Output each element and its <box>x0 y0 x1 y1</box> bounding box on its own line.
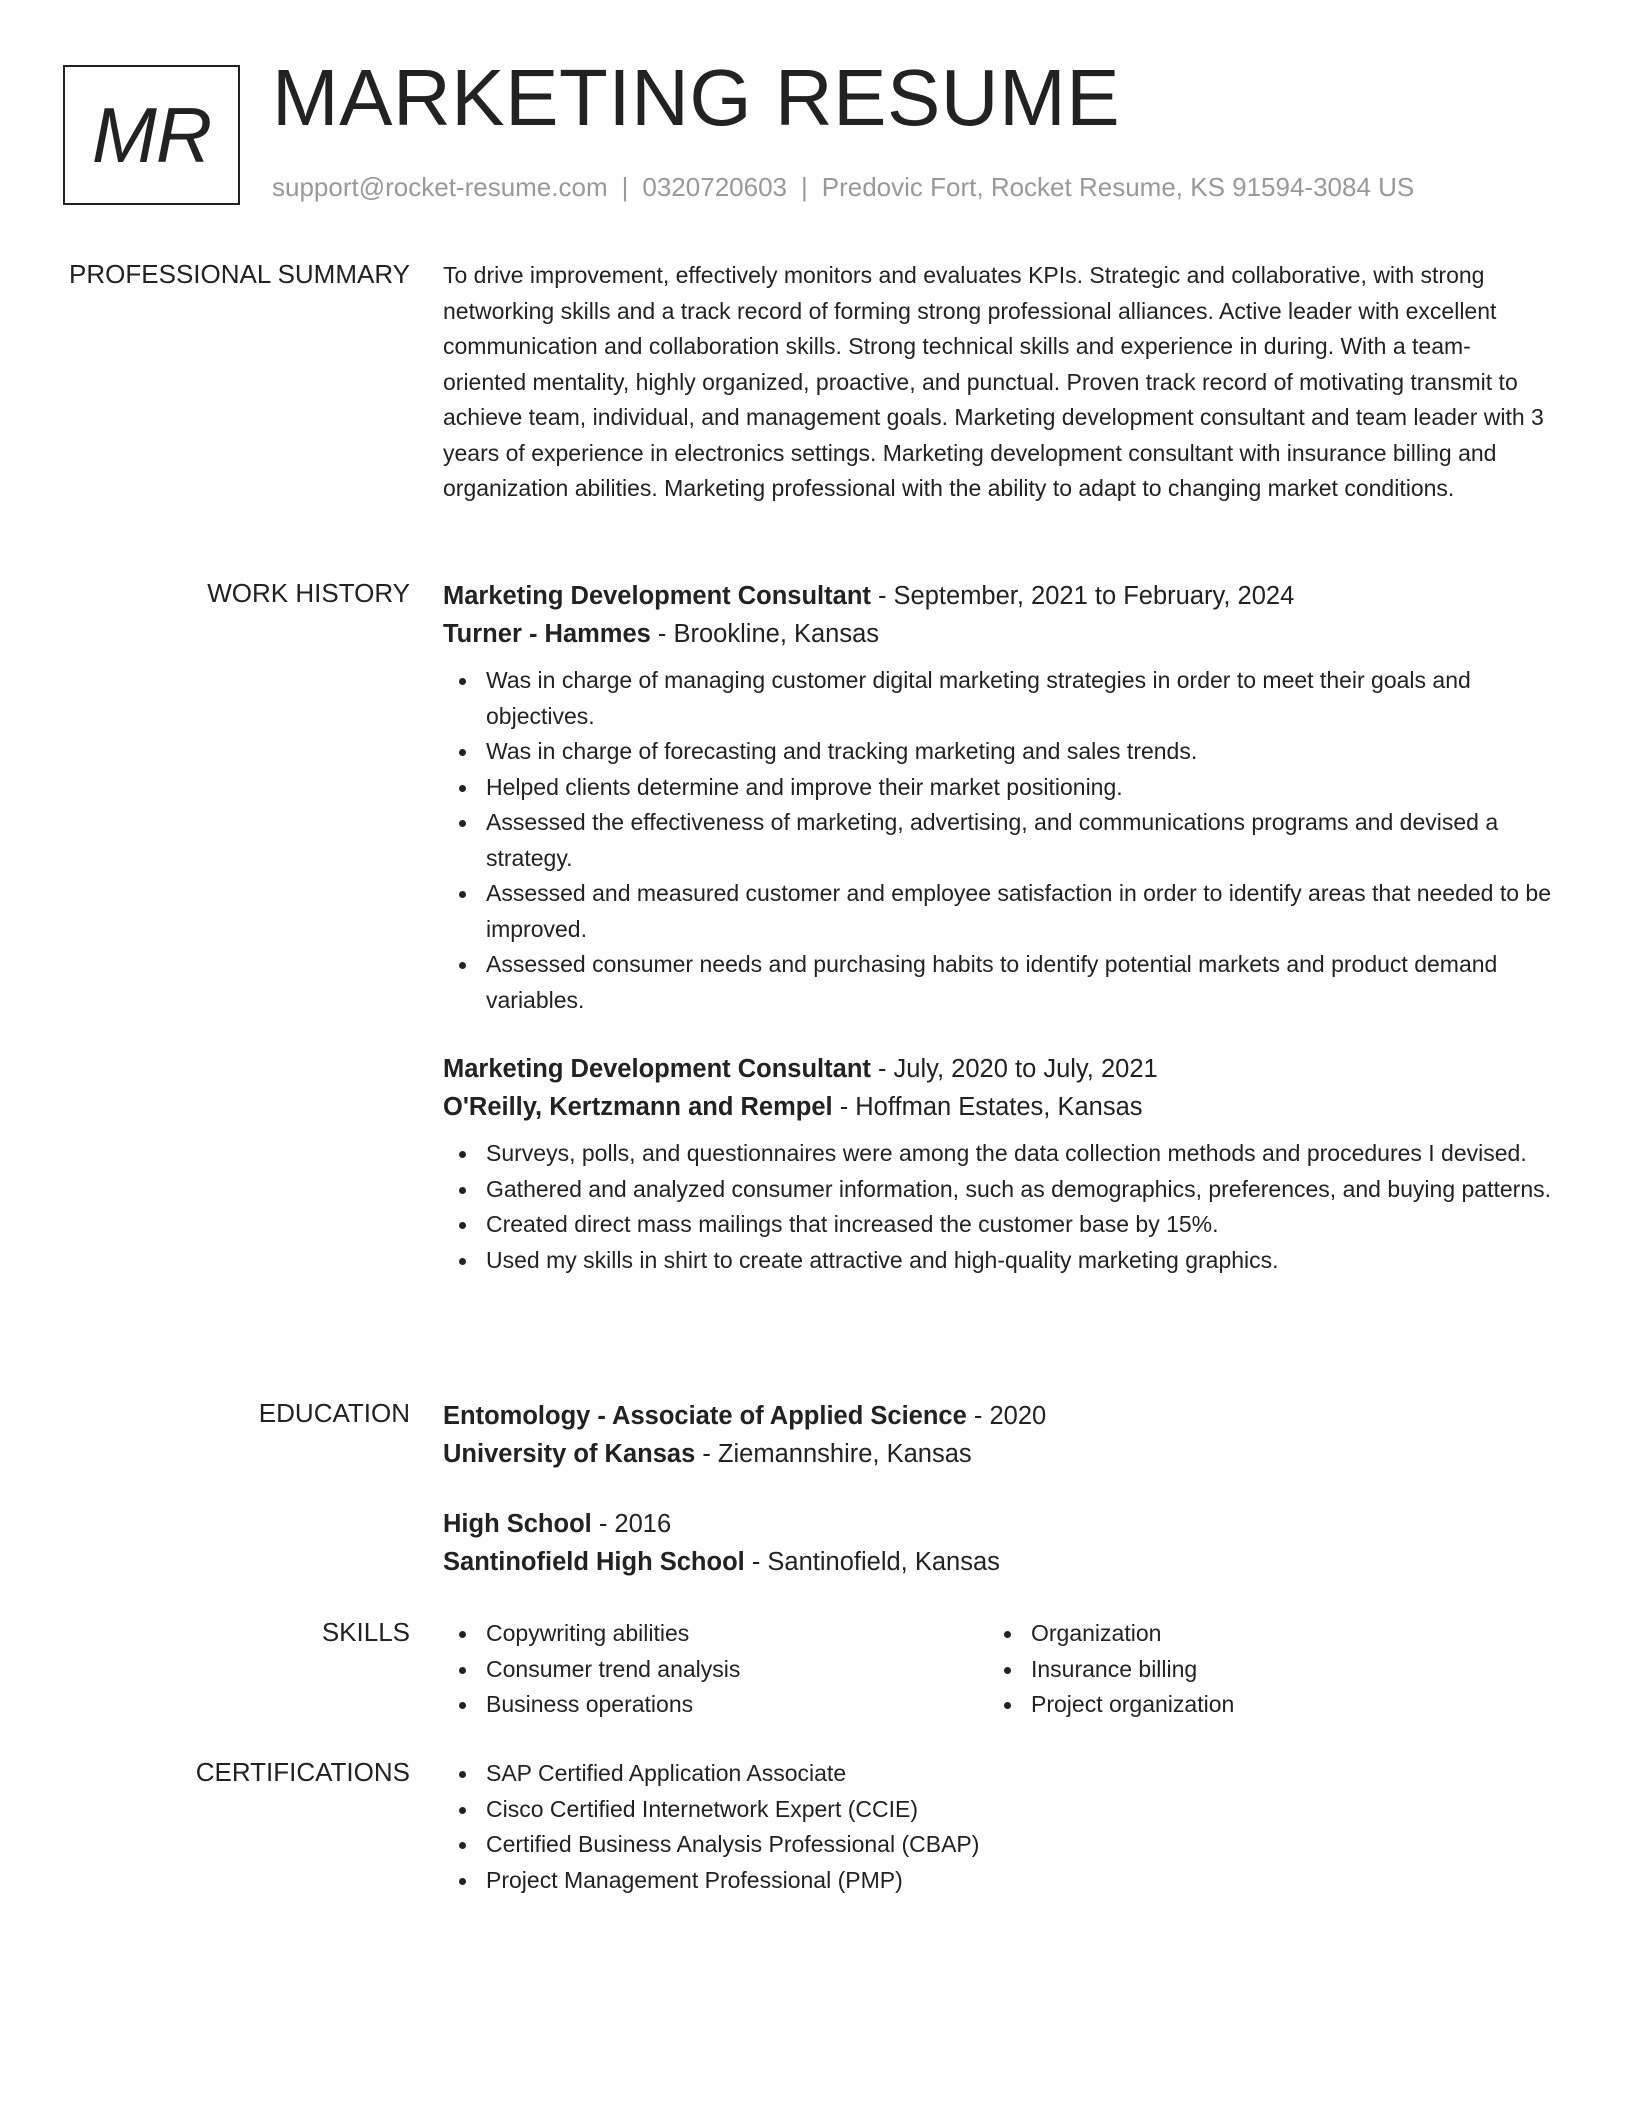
summary-text: To drive improvement, effectively monitors and evaluates KPIs. Strategic and collaborative, with strong networking skills and a track record of forming strong professional alliances. Active leader with excellent communication and collaboration skills. Strong technical skills and experience in during. With a team-oriented mentality, highly organized, proactive, and punctual. Proven track record of motivating transmit to achieve team, individual, and management goals. Marketing development consultant and team leader with 3 years of experience in electronics settings. Marketing development consultant with insurance billing and organization abilities. Marketing professional with the ability to adapt to changing market conditions. <box>443 262 1544 501</box>
education-entry <box>443 1397 1553 1473</box>
skills-title: SKILLS <box>321 1617 410 1647</box>
education-degree: Entomology - Associate of Applied Science <box>443 1402 967 1430</box>
certification-item: Cisco Certified Internetwork Expert (CCIE) <box>486 1792 1553 1828</box>
education-year: - 2020 <box>966 1402 1047 1430</box>
job-bullets <box>443 1136 1553 1278</box>
contact-email[interactable]: support@rocket-resume.com <box>272 172 608 202</box>
education-location: - Ziemannshire, Kansas <box>695 1440 972 1468</box>
job-dates: - September, 2021 to February, 2024 <box>870 582 1295 610</box>
education-entry <box>443 1505 1553 1581</box>
contact-address: Predovic Fort, Rocket Resume, KS 91594-3084 US <box>821 172 1415 202</box>
job-bullets <box>443 663 1553 1018</box>
skill-item: Consumer trend analysis <box>486 1652 988 1688</box>
certifications-list <box>443 1756 1553 1898</box>
certifications-title: CERTIFICATIONS <box>195 1757 410 1787</box>
education-degree-line <box>443 1397 1553 1435</box>
skill-item: Copywriting abilities <box>486 1616 988 1652</box>
certification-item: Certified Business Analysis Professional (CBAP) <box>486 1827 1553 1863</box>
job-role-line <box>443 577 1553 615</box>
education-location: - Santinofield, Kansas <box>744 1548 1000 1576</box>
contact-separator: | <box>621 172 629 202</box>
contact-line <box>272 172 1414 203</box>
job-company-line <box>443 615 1553 653</box>
job-company-line <box>443 1088 1553 1126</box>
certification-item: Project Management Professional (PMP) <box>486 1863 1553 1899</box>
job-role: Marketing Development Consultant <box>443 1055 871 1083</box>
job-bullet: Surveys, polls, and questionnaires were among the data collection methods and procedures I devised. <box>486 1136 1553 1172</box>
job-bullet: Assessed consumer needs and purchasing habits to identify potential markets and product demand variables. <box>486 947 1553 1018</box>
job-bullet: Assessed and measured customer and employee satisfaction in order to identify areas that needed to be improved. <box>486 876 1553 947</box>
education-school: Santinofield High School <box>443 1548 745 1576</box>
job-bullet: Was in charge of managing customer digital marketing strategies in order to meet their goals and objectives. <box>486 663 1553 734</box>
job-bullet: Created direct mass mailings that increased the customer base by 15%. <box>486 1207 1553 1243</box>
monogram-box <box>63 65 240 205</box>
work-history-title: WORK HISTORY <box>207 578 410 608</box>
resume-name: MARKETING RESUME <box>272 53 1121 142</box>
skill-item: Business operations <box>486 1687 988 1723</box>
job-role-line <box>443 1050 1553 1088</box>
job-bullet: Was in charge of forecasting and tracking marketing and sales trends. <box>486 734 1553 770</box>
skill-item: Organization <box>1031 1616 1533 1652</box>
job-bullet: Used my skills in shirt to create attractive and high-quality marketing graphics. <box>486 1243 1553 1279</box>
monogram-initials: MR <box>91 90 212 179</box>
education-school-line <box>443 1543 1553 1581</box>
contact-phone[interactable]: 0320720603 <box>642 172 787 202</box>
education-school-line <box>443 1435 1553 1473</box>
education-year: - 2016 <box>591 1510 672 1538</box>
certification-item: SAP Certified Application Associate <box>486 1756 1553 1792</box>
skills-column-right <box>988 1616 1533 1723</box>
job-company: Turner - Hammes <box>443 620 651 648</box>
job-bullet: Assessed the effectiveness of marketing, advertising, and communications programs and devised a strategy. <box>486 805 1553 876</box>
education-school: University of Kansas <box>443 1440 696 1468</box>
job-bullet: Gathered and analyzed consumer information, such as demographics, preferences, and buying patterns. <box>486 1172 1553 1208</box>
skill-item: Project organization <box>1031 1687 1533 1723</box>
job-location: - Hoffman Estates, Kansas <box>832 1093 1143 1121</box>
skills-column-left <box>443 1616 988 1723</box>
contact-separator: | <box>801 172 808 202</box>
job-role: Marketing Development Consultant <box>443 582 871 610</box>
job-bullet: Helped clients determine and improve their market positioning. <box>486 770 1553 806</box>
skill-item: Insurance billing <box>1031 1652 1533 1688</box>
job-company: O'Reilly, Kertzmann and Rempel <box>443 1093 833 1121</box>
education-title: EDUCATION <box>258 1398 410 1428</box>
skills-list <box>443 1616 988 1723</box>
job-entry <box>443 1050 1553 1278</box>
job-entry <box>443 577 1553 1018</box>
summary-title: PROFESSIONAL SUMMARY <box>69 259 410 289</box>
skills-list <box>988 1616 1533 1723</box>
job-location: - Brookline, Kansas <box>650 620 880 648</box>
education-degree: High School <box>443 1510 592 1538</box>
job-dates: - July, 2020 to July, 2021 <box>870 1055 1158 1083</box>
education-degree-line <box>443 1505 1553 1543</box>
